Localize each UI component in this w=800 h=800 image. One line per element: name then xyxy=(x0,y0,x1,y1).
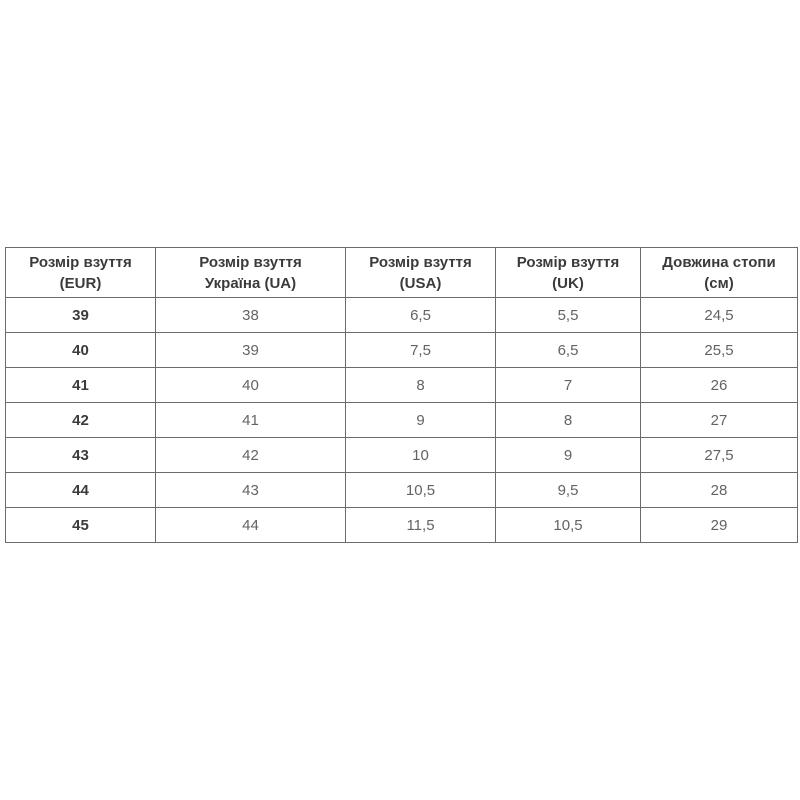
cell-value: 8 xyxy=(346,368,496,403)
header-foot-length-line2: (см) xyxy=(704,274,734,292)
table-header xyxy=(6,248,798,298)
table-row xyxy=(6,508,798,543)
cell-value: 39 xyxy=(156,333,346,368)
header-ua-line1: Розмір взуття xyxy=(199,253,302,271)
cell-value: 27 xyxy=(641,403,798,438)
header-uk-line2: (UK) xyxy=(552,274,584,292)
table-row xyxy=(6,298,798,333)
cell-value: 40 xyxy=(156,368,346,403)
table-row xyxy=(6,403,798,438)
cell-value: 10,5 xyxy=(496,508,641,543)
cell-value: 28 xyxy=(641,473,798,508)
cell-value: 24,5 xyxy=(641,298,798,333)
cell-value: 43 xyxy=(156,473,346,508)
header-usa-line2: (USA) xyxy=(399,274,442,292)
cell-value: 6,5 xyxy=(496,333,641,368)
shoe-size-conversion-table xyxy=(5,247,798,543)
cell-value: 10,5 xyxy=(346,473,496,508)
header-uk xyxy=(496,248,641,298)
cell-value: 6,5 xyxy=(346,298,496,333)
header-foot-length-line1: Довжина стопи xyxy=(662,253,776,271)
cell-value: 10 xyxy=(346,438,496,473)
header-row xyxy=(6,248,798,298)
header-eur-line2: (EUR) xyxy=(59,274,102,292)
header-usa xyxy=(346,248,496,298)
cell-value: 5,5 xyxy=(496,298,641,333)
table-row xyxy=(6,473,798,508)
header-ua-line2: Україна (UA) xyxy=(204,274,297,292)
cell-value: 7 xyxy=(496,368,641,403)
cell-eur-size: 41 xyxy=(6,368,156,403)
cell-eur-size: 45 xyxy=(6,508,156,543)
cell-value: 29 xyxy=(641,508,798,543)
table-row xyxy=(6,333,798,368)
cell-value: 44 xyxy=(156,508,346,543)
cell-value: 26 xyxy=(641,368,798,403)
cell-value: 27,5 xyxy=(641,438,798,473)
header-ua xyxy=(156,248,346,298)
cell-eur-size: 40 xyxy=(6,333,156,368)
cell-eur-size: 39 xyxy=(6,298,156,333)
cell-value: 7,5 xyxy=(346,333,496,368)
cell-value: 9 xyxy=(346,403,496,438)
cell-value: 41 xyxy=(156,403,346,438)
table-row xyxy=(6,438,798,473)
cell-value: 11,5 xyxy=(346,508,496,543)
header-eur-line1: Розмір взуття xyxy=(29,253,132,271)
header-uk-line1: Розмір взуття xyxy=(516,253,620,271)
cell-value: 42 xyxy=(156,438,346,473)
cell-eur-size: 43 xyxy=(6,438,156,473)
header-foot-length xyxy=(641,248,798,298)
cell-value: 25,5 xyxy=(641,333,798,368)
header-eur xyxy=(6,248,156,298)
cell-eur-size: 44 xyxy=(6,473,156,508)
cell-value: 8 xyxy=(496,403,641,438)
cell-value: 38 xyxy=(156,298,346,333)
header-usa-line1: Розмір взуття xyxy=(369,253,472,271)
table-row xyxy=(6,368,798,403)
cell-value: 9 xyxy=(496,438,641,473)
cell-eur-size: 42 xyxy=(6,403,156,438)
table-body xyxy=(6,298,798,543)
cell-value: 9,5 xyxy=(496,473,641,508)
